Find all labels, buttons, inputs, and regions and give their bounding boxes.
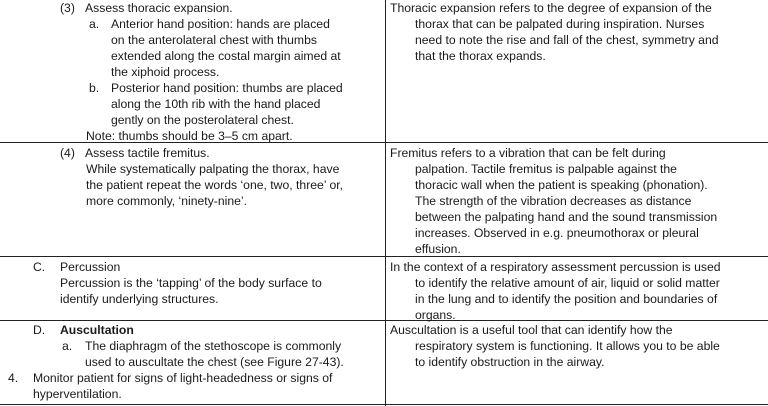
- fremitus-text: increases. Observed in e.g. pneumothorax or pleural: [415, 226, 699, 240]
- step-3-b-line: along the 10th rib with the hand placed: [111, 97, 321, 111]
- row-divider-bottom: [0, 404, 768, 405]
- section-c-label: C.: [33, 260, 46, 274]
- auscultation-text: respiratory system is functioning. It allows you to be able: [415, 339, 720, 353]
- step-3-b-line: gently on the posterolateral chest.: [111, 113, 294, 127]
- step-3-a-line: the xiphoid process.: [111, 65, 220, 79]
- step-3-b-label: b.: [89, 81, 100, 95]
- percussion-text: in the lung and to identify the position and boundaries of: [415, 292, 718, 306]
- auscultation-text: to identify obstruction in the airway.: [415, 355, 605, 369]
- step-final-line: Monitor patient for signs of light-headedness or signs of: [33, 371, 333, 385]
- section-d-a-label: a.: [62, 339, 73, 353]
- percussion-text: to identify the relative amount of air, liquid or solid matter: [415, 276, 720, 290]
- expansion-text: thorax that can be palpated during inspiration. Nurses: [415, 17, 705, 31]
- section-c-line: identify underlying structures.: [60, 292, 219, 306]
- step-4-title: Assess tactile fremitus.: [85, 146, 210, 160]
- step-final-line: hyperventilation.: [33, 387, 122, 401]
- step-3-a-line: extended along the costal margin aimed at: [111, 49, 341, 63]
- step-4-line: the patient repeat the words ‘one, two, three’ or,: [86, 178, 343, 192]
- step-3-a-line: Anterior hand position: hands are placed: [111, 17, 330, 31]
- section-d-a-line: used to auscultate the chest (see Figure 27-43).: [85, 355, 344, 369]
- step-3-title: Assess thoracic expansion.: [85, 1, 233, 15]
- section-d-title: Auscultation: [60, 323, 134, 337]
- step-3-number: (3): [60, 1, 75, 15]
- section-d-a-line: The diaphragm of the stethoscope is commonly: [85, 339, 342, 353]
- auscultation-text: Auscultation is a useful tool that can identify how the: [390, 323, 673, 337]
- section-c-title: Percussion: [60, 260, 121, 274]
- section-d-label: D.: [33, 323, 46, 337]
- column-divider: [385, 0, 386, 406]
- step-3-b-line: Posterior hand position: thumbs are placed: [111, 81, 343, 95]
- step-4-line: more commonly, ‘ninety-nine’.: [86, 194, 247, 208]
- fremitus-text: The strength of the vibration decreases as distance: [415, 194, 692, 208]
- step-4-line: While systematically palpating the thorax, have: [86, 162, 340, 176]
- step-3-note: Note: thumbs should be 3–5 cm apart.: [86, 129, 293, 143]
- step-final-number: 4.: [8, 371, 19, 385]
- percussion-text: organs.: [415, 308, 456, 322]
- step-3-a-line: on the anterolateral chest with thumbs: [111, 33, 317, 47]
- row-divider-2: [0, 256, 768, 257]
- fremitus-text: palpation. Tactile fremitus is palpable against the: [415, 162, 677, 176]
- fremitus-text: between the palpating hand and the sound transmission: [415, 210, 718, 224]
- fremitus-text: Fremitus refers to a vibration that can be felt during: [390, 146, 666, 160]
- percussion-text: In the context of a respiratory assessment percussion is used: [390, 260, 721, 274]
- section-c-line: Percussion is the ‘tapping’ of the body surface to: [60, 276, 322, 290]
- step-4-number: (4): [60, 146, 75, 160]
- row-divider-3: [0, 320, 768, 321]
- expansion-text: that the thorax expands.: [415, 49, 546, 63]
- expansion-text: Thoracic expansion refers to the degree of expansion of the: [390, 1, 712, 15]
- expansion-text: need to note the rise and fall of the chest, symmetry and: [415, 33, 719, 47]
- fremitus-text: effusion.: [415, 242, 461, 256]
- step-3-a-label: a.: [89, 17, 100, 31]
- fremitus-text: thoracic wall when the patient is speaking (phonation).: [415, 178, 708, 192]
